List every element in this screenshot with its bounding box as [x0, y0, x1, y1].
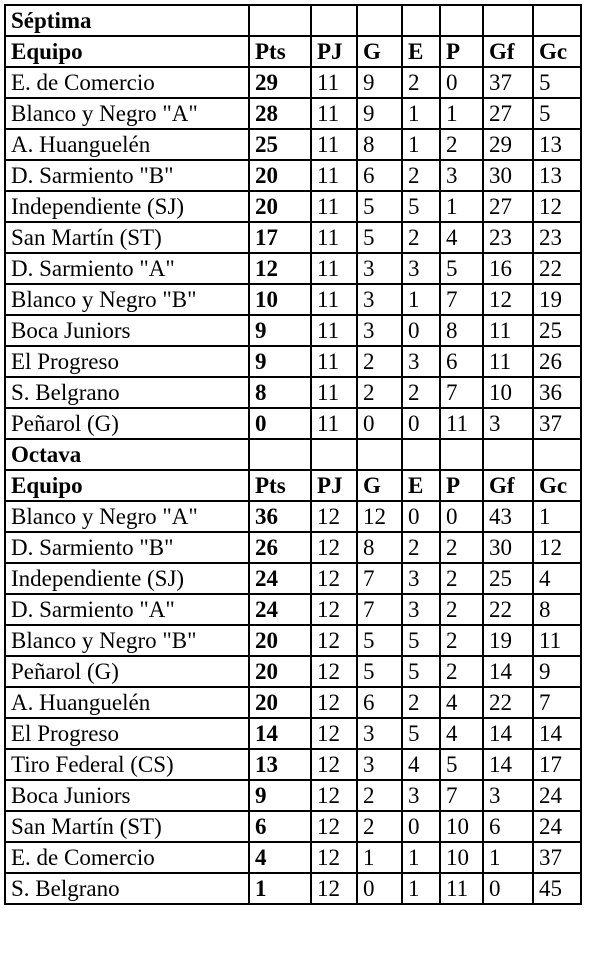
table-row — [5, 687, 581, 718]
empty-cell — [249, 439, 311, 470]
team-cell: Tiro Federal (CS) — [5, 749, 249, 780]
p-cell: 4 — [440, 222, 483, 253]
team-cell: Boca Juniors — [5, 315, 249, 346]
team-cell: Blanco y Negro "A" — [5, 98, 249, 129]
section-title: Octava — [5, 439, 249, 470]
p-cell: 2 — [440, 129, 483, 160]
p-cell: 1 — [440, 191, 483, 222]
gf-cell: 43 — [483, 501, 533, 532]
section-title: Séptima — [5, 5, 249, 36]
g-cell: 8 — [357, 129, 402, 160]
p-cell: 5 — [440, 749, 483, 780]
table-row — [5, 160, 581, 191]
table-row — [5, 377, 581, 408]
e-cell: 1 — [402, 129, 440, 160]
table-row — [5, 780, 581, 811]
p-cell: 4 — [440, 718, 483, 749]
column-header-team: Equipo — [5, 470, 249, 501]
empty-cell — [402, 439, 440, 470]
pj-cell: 12 — [311, 532, 357, 563]
column-header-gc: Gc — [533, 470, 581, 501]
gc-cell: 13 — [533, 129, 581, 160]
table-row — [5, 656, 581, 687]
team-cell: San Martín (ST) — [5, 811, 249, 842]
column-header-team: Equipo — [5, 36, 249, 67]
p-cell: 2 — [440, 532, 483, 563]
pts-cell: 25 — [249, 129, 311, 160]
pj-cell: 11 — [311, 346, 357, 377]
column-header-gf: Gf — [483, 36, 533, 67]
e-cell: 2 — [402, 377, 440, 408]
gf-cell: 14 — [483, 749, 533, 780]
pj-cell: 11 — [311, 315, 357, 346]
e-cell: 3 — [402, 563, 440, 594]
p-cell: 7 — [440, 377, 483, 408]
gc-cell: 5 — [533, 67, 581, 98]
gf-cell: 27 — [483, 98, 533, 129]
team-cell: El Progreso — [5, 346, 249, 377]
gc-cell: 11 — [533, 625, 581, 656]
g-cell: 2 — [357, 811, 402, 842]
empty-cell — [249, 5, 311, 36]
g-cell: 7 — [357, 563, 402, 594]
gf-cell: 27 — [483, 191, 533, 222]
gf-cell: 0 — [483, 873, 533, 904]
gf-cell: 11 — [483, 346, 533, 377]
pj-cell: 12 — [311, 749, 357, 780]
g-cell: 7 — [357, 594, 402, 625]
team-cell: D. Sarmiento "A" — [5, 253, 249, 284]
pts-cell: 1 — [249, 873, 311, 904]
team-cell: Blanco y Negro "A" — [5, 501, 249, 532]
gc-cell: 23 — [533, 222, 581, 253]
g-cell: 8 — [357, 532, 402, 563]
p-cell: 10 — [440, 811, 483, 842]
pts-cell: 9 — [249, 780, 311, 811]
table-row — [5, 129, 581, 160]
team-cell: Peñarol (G) — [5, 656, 249, 687]
pj-cell: 11 — [311, 98, 357, 129]
gc-cell: 4 — [533, 563, 581, 594]
p-cell: 7 — [440, 284, 483, 315]
gf-cell: 14 — [483, 656, 533, 687]
pts-cell: 0 — [249, 408, 311, 439]
e-cell: 2 — [402, 222, 440, 253]
column-header-gc: Gc — [533, 36, 581, 67]
g-cell: 5 — [357, 656, 402, 687]
p-cell: 5 — [440, 253, 483, 284]
pts-cell: 6 — [249, 811, 311, 842]
gf-cell: 22 — [483, 687, 533, 718]
table-row — [5, 532, 581, 563]
pj-cell: 11 — [311, 284, 357, 315]
pts-cell: 14 — [249, 718, 311, 749]
table-row — [5, 563, 581, 594]
e-cell: 3 — [402, 780, 440, 811]
pj-cell: 12 — [311, 687, 357, 718]
g-cell: 2 — [357, 377, 402, 408]
empty-cell — [483, 5, 533, 36]
gc-cell: 12 — [533, 191, 581, 222]
pts-cell: 20 — [249, 160, 311, 191]
gc-cell: 37 — [533, 408, 581, 439]
g-cell: 3 — [357, 749, 402, 780]
pts-cell: 9 — [249, 315, 311, 346]
gc-cell: 45 — [533, 873, 581, 904]
column-header-pj: PJ — [311, 470, 357, 501]
pts-cell: 13 — [249, 749, 311, 780]
empty-cell — [311, 439, 357, 470]
gc-cell: 12 — [533, 532, 581, 563]
empty-cell — [440, 5, 483, 36]
table-row — [5, 749, 581, 780]
gc-cell: 24 — [533, 811, 581, 842]
e-cell: 3 — [402, 253, 440, 284]
gf-cell: 19 — [483, 625, 533, 656]
gf-cell: 11 — [483, 315, 533, 346]
pts-cell: 24 — [249, 594, 311, 625]
pj-cell: 12 — [311, 625, 357, 656]
pj-cell: 12 — [311, 873, 357, 904]
pj-cell: 11 — [311, 222, 357, 253]
gf-cell: 30 — [483, 532, 533, 563]
pj-cell: 11 — [311, 160, 357, 191]
gc-cell: 9 — [533, 656, 581, 687]
e-cell: 5 — [402, 191, 440, 222]
empty-cell — [311, 5, 357, 36]
pts-cell: 20 — [249, 687, 311, 718]
e-cell: 2 — [402, 532, 440, 563]
team-cell: S. Belgrano — [5, 377, 249, 408]
p-cell: 3 — [440, 160, 483, 191]
pts-cell: 24 — [249, 563, 311, 594]
team-cell: A. Huanguelén — [5, 129, 249, 160]
column-header-gf: Gf — [483, 470, 533, 501]
pj-cell: 11 — [311, 129, 357, 160]
table-row — [5, 873, 581, 904]
empty-cell — [533, 5, 581, 36]
gf-cell: 14 — [483, 718, 533, 749]
pj-cell: 11 — [311, 67, 357, 98]
table-row — [5, 408, 581, 439]
column-header-e: E — [402, 36, 440, 67]
team-cell: D. Sarmiento "B" — [5, 160, 249, 191]
p-cell: 1 — [440, 98, 483, 129]
pj-cell: 12 — [311, 594, 357, 625]
table-row — [5, 284, 581, 315]
g-cell: 5 — [357, 222, 402, 253]
pj-cell: 11 — [311, 408, 357, 439]
p-cell: 7 — [440, 780, 483, 811]
pts-cell: 20 — [249, 625, 311, 656]
p-cell: 10 — [440, 842, 483, 873]
column-header-e: E — [402, 470, 440, 501]
pts-cell: 36 — [249, 501, 311, 532]
p-cell: 11 — [440, 408, 483, 439]
gc-cell: 8 — [533, 594, 581, 625]
p-cell: 2 — [440, 563, 483, 594]
table-row — [5, 594, 581, 625]
gc-cell: 14 — [533, 718, 581, 749]
p-cell: 0 — [440, 67, 483, 98]
empty-cell — [357, 439, 402, 470]
table-row — [5, 718, 581, 749]
table-row — [5, 842, 581, 873]
gc-cell: 25 — [533, 315, 581, 346]
table-row — [5, 98, 581, 129]
table-row — [5, 222, 581, 253]
p-cell: 8 — [440, 315, 483, 346]
g-cell: 3 — [357, 315, 402, 346]
pj-cell: 12 — [311, 656, 357, 687]
header-row — [5, 36, 581, 67]
gf-cell: 1 — [483, 842, 533, 873]
e-cell: 0 — [402, 811, 440, 842]
g-cell: 5 — [357, 191, 402, 222]
gf-cell: 12 — [483, 284, 533, 315]
team-cell: Blanco y Negro "B" — [5, 625, 249, 656]
team-cell: D. Sarmiento "B" — [5, 532, 249, 563]
column-header-g: G — [357, 36, 402, 67]
g-cell: 12 — [357, 501, 402, 532]
gf-cell: 3 — [483, 408, 533, 439]
p-cell: 2 — [440, 625, 483, 656]
section-title-row — [5, 5, 581, 36]
gc-cell: 37 — [533, 842, 581, 873]
gf-cell: 10 — [483, 377, 533, 408]
header-row — [5, 470, 581, 501]
p-cell: 6 — [440, 346, 483, 377]
empty-cell — [440, 439, 483, 470]
gc-cell: 17 — [533, 749, 581, 780]
e-cell: 0 — [402, 408, 440, 439]
pts-cell: 10 — [249, 284, 311, 315]
pts-cell: 9 — [249, 346, 311, 377]
pj-cell: 11 — [311, 377, 357, 408]
g-cell: 6 — [357, 160, 402, 191]
gf-cell: 37 — [483, 67, 533, 98]
table-row — [5, 191, 581, 222]
pts-cell: 12 — [249, 253, 311, 284]
pts-cell: 20 — [249, 191, 311, 222]
standings-body — [5, 5, 581, 904]
empty-cell — [357, 5, 402, 36]
g-cell: 1 — [357, 842, 402, 873]
table-row — [5, 67, 581, 98]
pts-cell: 20 — [249, 656, 311, 687]
gf-cell: 6 — [483, 811, 533, 842]
e-cell: 1 — [402, 98, 440, 129]
team-cell: Blanco y Negro "B" — [5, 284, 249, 315]
e-cell: 2 — [402, 67, 440, 98]
team-cell: San Martín (ST) — [5, 222, 249, 253]
team-cell: Independiente (SJ) — [5, 563, 249, 594]
p-cell: 4 — [440, 687, 483, 718]
gf-cell: 22 — [483, 594, 533, 625]
column-header-pts: Pts — [249, 470, 311, 501]
pj-cell: 11 — [311, 253, 357, 284]
g-cell: 5 — [357, 625, 402, 656]
gc-cell: 13 — [533, 160, 581, 191]
pts-cell: 28 — [249, 98, 311, 129]
pj-cell: 12 — [311, 842, 357, 873]
team-cell: D. Sarmiento "A" — [5, 594, 249, 625]
gc-cell: 26 — [533, 346, 581, 377]
pts-cell: 29 — [249, 67, 311, 98]
p-cell: 2 — [440, 656, 483, 687]
column-header-p: P — [440, 36, 483, 67]
gc-cell: 1 — [533, 501, 581, 532]
g-cell: 9 — [357, 98, 402, 129]
e-cell: 4 — [402, 749, 440, 780]
p-cell: 2 — [440, 594, 483, 625]
g-cell: 3 — [357, 284, 402, 315]
gf-cell: 25 — [483, 563, 533, 594]
table-row — [5, 253, 581, 284]
pj-cell: 12 — [311, 811, 357, 842]
table-row — [5, 625, 581, 656]
pj-cell: 12 — [311, 780, 357, 811]
gf-cell: 3 — [483, 780, 533, 811]
pts-cell: 17 — [249, 222, 311, 253]
g-cell: 6 — [357, 687, 402, 718]
e-cell: 5 — [402, 656, 440, 687]
team-cell: E. de Comercio — [5, 67, 249, 98]
column-header-p: P — [440, 470, 483, 501]
column-header-pts: Pts — [249, 36, 311, 67]
gc-cell: 36 — [533, 377, 581, 408]
g-cell: 3 — [357, 718, 402, 749]
g-cell: 0 — [357, 408, 402, 439]
section-title-row — [5, 439, 581, 470]
standings-table — [4, 4, 582, 905]
gc-cell: 19 — [533, 284, 581, 315]
g-cell: 0 — [357, 873, 402, 904]
gf-cell: 29 — [483, 129, 533, 160]
g-cell: 2 — [357, 780, 402, 811]
g-cell: 2 — [357, 346, 402, 377]
empty-cell — [533, 439, 581, 470]
column-header-g: G — [357, 470, 402, 501]
pj-cell: 11 — [311, 191, 357, 222]
gc-cell: 24 — [533, 780, 581, 811]
table-row — [5, 315, 581, 346]
pts-cell: 4 — [249, 842, 311, 873]
gf-cell: 23 — [483, 222, 533, 253]
table-row — [5, 346, 581, 377]
team-cell: A. Huanguelén — [5, 687, 249, 718]
g-cell: 9 — [357, 67, 402, 98]
gc-cell: 5 — [533, 98, 581, 129]
team-cell: Boca Juniors — [5, 780, 249, 811]
pj-cell: 12 — [311, 718, 357, 749]
p-cell: 0 — [440, 501, 483, 532]
e-cell: 0 — [402, 315, 440, 346]
column-header-pj: PJ — [311, 36, 357, 67]
e-cell: 1 — [402, 842, 440, 873]
e-cell: 2 — [402, 687, 440, 718]
e-cell: 1 — [402, 284, 440, 315]
table-row — [5, 501, 581, 532]
gf-cell: 30 — [483, 160, 533, 191]
p-cell: 11 — [440, 873, 483, 904]
e-cell: 3 — [402, 594, 440, 625]
table-row — [5, 811, 581, 842]
gc-cell: 7 — [533, 687, 581, 718]
gf-cell: 16 — [483, 253, 533, 284]
team-cell: Peñarol (G) — [5, 408, 249, 439]
pj-cell: 12 — [311, 563, 357, 594]
e-cell: 2 — [402, 160, 440, 191]
e-cell: 5 — [402, 625, 440, 656]
e-cell: 3 — [402, 346, 440, 377]
empty-cell — [402, 5, 440, 36]
g-cell: 3 — [357, 253, 402, 284]
pts-cell: 26 — [249, 532, 311, 563]
empty-cell — [483, 439, 533, 470]
e-cell: 0 — [402, 501, 440, 532]
e-cell: 5 — [402, 718, 440, 749]
pj-cell: 12 — [311, 501, 357, 532]
pts-cell: 8 — [249, 377, 311, 408]
gc-cell: 22 — [533, 253, 581, 284]
team-cell: E. de Comercio — [5, 842, 249, 873]
team-cell: Independiente (SJ) — [5, 191, 249, 222]
team-cell: El Progreso — [5, 718, 249, 749]
e-cell: 1 — [402, 873, 440, 904]
team-cell: S. Belgrano — [5, 873, 249, 904]
